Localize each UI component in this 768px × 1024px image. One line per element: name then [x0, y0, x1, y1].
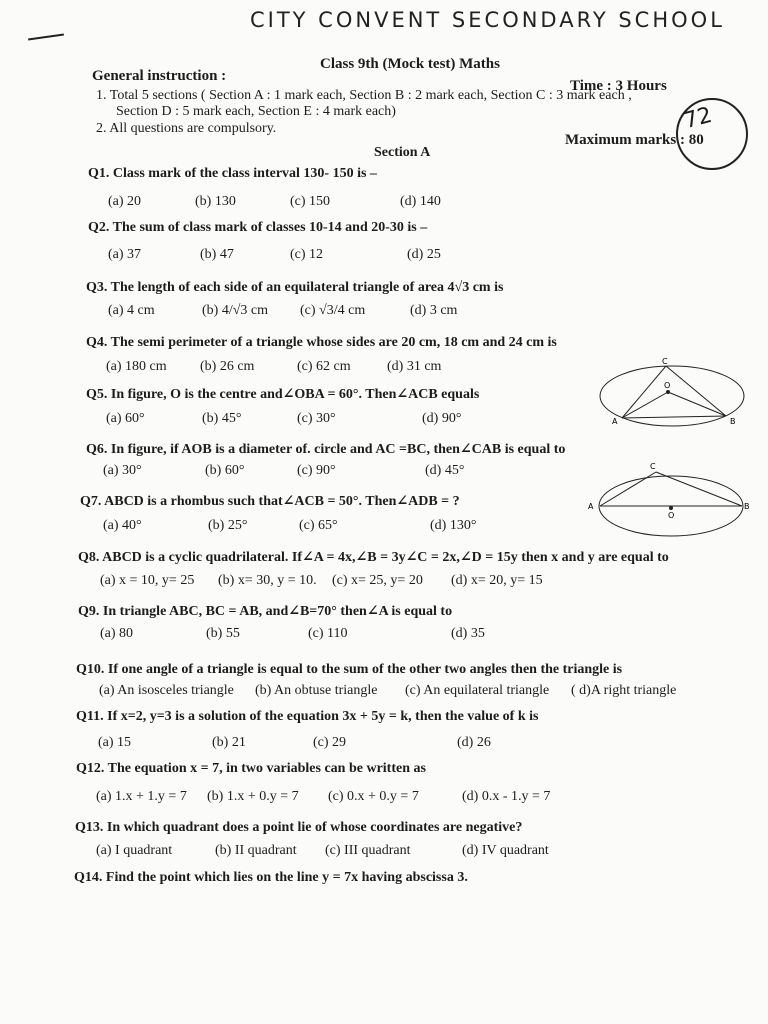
- instruction-2: 2. All questions are compulsory.: [96, 121, 277, 136]
- question-3-option-d: (d) 3 cm: [410, 303, 458, 318]
- question-12-option-b: (b) 1.x + 0.y = 7: [207, 789, 299, 804]
- question-1-option-d: (d) 140: [400, 194, 441, 209]
- question-10: Q10. If one angle of a triangle is equal to the sum of the other two angles then the triangle is: [76, 662, 623, 677]
- school-name: CITY CONVENT SECONDARY SCHOOL: [250, 8, 725, 32]
- question-4: Q4. The semi perimeter of a triangle whose sides are 20 cm, 18 cm and 24 cm is: [86, 335, 557, 350]
- question-11-option-d: (d) 26: [457, 735, 491, 750]
- question-12-option-d: (d) 0.x - 1.y = 7: [462, 789, 551, 804]
- question-13-option-c: (c) III quadrant: [325, 843, 411, 858]
- question-8: Q8. ABCD is a cyclic quadrilateral. If∠A = 4x,∠B = 3y∠C = 2x,∠D = 15y then x and y are equal to: [78, 550, 669, 565]
- question-5-option-c: (c) 30°: [297, 411, 336, 426]
- question-9-option-d: (d) 35: [451, 626, 485, 641]
- question-12: Q12. The equation x = 7, in two variables can be written as: [76, 761, 426, 776]
- label-c: C: [650, 462, 656, 471]
- question-7-option-c: (c) 65°: [299, 518, 338, 533]
- question-5: Q5. In figure, O is the centre and∠OBA = 60°. Then∠ACB equals: [86, 387, 480, 402]
- question-8-option-b: (b) x= 30, y = 10.: [218, 573, 317, 588]
- handwritten-score: 72: [681, 102, 715, 135]
- label-c: C: [662, 357, 668, 366]
- question-5-option-a: (a) 60°: [106, 411, 145, 426]
- question-10-option-b: (b) An obtuse triangle: [255, 683, 378, 698]
- question-7: Q7. ABCD is a rhombus such that∠ACB = 50°. Then∠ADB = ?: [80, 494, 460, 509]
- question-11: Q11. If x=2, y=3 is a solution of the equation 3x + 5y = k, then the value of k is: [76, 709, 539, 724]
- question-1: Q1. Class mark of the class interval 130- 150 is –: [88, 166, 377, 181]
- question-4-option-a: (a) 180 cm: [106, 359, 167, 374]
- question-13-option-a: (a) I quadrant: [96, 843, 173, 858]
- question-3: Q3. The length of each side of an equilateral triangle of area 4√3 cm is: [86, 280, 504, 295]
- question-6-option-d: (d) 45°: [425, 463, 465, 478]
- question-13-option-b: (b) II quadrant: [215, 843, 297, 858]
- question-5-option-b: (b) 45°: [202, 411, 242, 426]
- question-7-option-a: (a) 40°: [103, 518, 142, 533]
- question-9-option-c: (c) 110: [308, 626, 348, 641]
- question-1-option-b: (b) 130: [195, 194, 236, 209]
- question-2-option-c: (c) 12: [290, 247, 324, 262]
- general-instruction-heading: General instruction :: [92, 68, 227, 84]
- question-1-option-c: (c) 150: [290, 194, 331, 209]
- question-10-option-d: ( d)A right triangle: [571, 683, 677, 698]
- question-14: Q14. Find the point which lies on the line y = 7x having abscissa 3.: [74, 870, 468, 885]
- question-9: Q9. In triangle ABC, BC = AB, and∠B=70° then∠A is equal to: [78, 604, 453, 619]
- question-4-option-d: (d) 31 cm: [387, 359, 442, 374]
- section-heading: Section A: [374, 145, 431, 160]
- question-5-option-d: (d) 90°: [422, 411, 462, 426]
- question-10-option-a: (a) An isosceles triangle: [99, 683, 234, 698]
- question-11-option-c: (c) 29: [313, 735, 347, 750]
- question-4-option-c: (c) 62 cm: [297, 359, 351, 374]
- question-3-option-a: (a) 4 cm: [108, 303, 155, 318]
- label-o: O: [668, 511, 675, 520]
- instruction-1-continued: Section D : 5 mark each, Section E : 4 mark each): [116, 104, 396, 119]
- class-title: Class 9th (Mock test) Maths: [320, 56, 500, 72]
- question-1-option-a: (a) 20: [108, 194, 142, 209]
- question-2-option-a: (a) 37: [108, 247, 142, 262]
- time-allowed: Time : 3 Hours: [570, 78, 667, 94]
- question-13: Q13. In which quadrant does a point lie of whose coordinates are negative?: [75, 820, 523, 835]
- circle-figure-q5: [592, 356, 752, 432]
- question-7-option-b: (b) 25°: [208, 518, 248, 533]
- question-3-option-b: (b) 4/√3 cm: [202, 303, 269, 318]
- question-4-option-b: (b) 26 cm: [200, 359, 255, 374]
- question-9-option-b: (b) 55: [206, 626, 240, 641]
- question-11-option-b: (b) 21: [212, 735, 246, 750]
- question-13-option-d: (d) IV quadrant: [462, 843, 549, 858]
- question-3-option-c: (c) √3/4 cm: [300, 303, 366, 318]
- question-12-option-a: (a) 1.x + 1.y = 7: [96, 789, 187, 804]
- label-a: A: [612, 417, 618, 426]
- question-6-option-c: (c) 90°: [297, 463, 336, 478]
- question-6-option-b: (b) 60°: [205, 463, 245, 478]
- question-2-option-d: (d) 25: [407, 247, 441, 262]
- question-7-option-d: (d) 130°: [430, 518, 477, 533]
- label-b: B: [744, 502, 750, 511]
- question-9-option-a: (a) 80: [100, 626, 134, 641]
- question-8-option-c: (c) x= 25, y= 20: [332, 573, 423, 588]
- question-6: Q6. In figure, if AOB is a diameter of. circle and AC =BC, then∠CAB is equal to: [86, 442, 566, 457]
- question-2-option-b: (b) 47: [200, 247, 234, 262]
- label-o: O: [664, 381, 671, 390]
- question-8-option-a: (a) x = 10, y= 25: [100, 573, 195, 588]
- pen-mark: [28, 34, 64, 41]
- question-8-option-d: (d) x= 20, y= 15: [451, 573, 543, 588]
- question-2: Q2. The sum of class mark of classes 10-14 and 20-30 is –: [88, 220, 428, 235]
- question-10-option-c: (c) An equilateral triangle: [405, 683, 550, 698]
- question-12-option-c: (c) 0.x + 0.y = 7: [328, 789, 419, 804]
- maximum-marks: Maximum marks : 80: [565, 132, 704, 148]
- label-b: B: [730, 417, 736, 426]
- question-11-option-a: (a) 15: [98, 735, 132, 750]
- circle-figure-q6: [586, 460, 756, 540]
- question-6-option-a: (a) 30°: [103, 463, 142, 478]
- label-a: A: [588, 502, 594, 511]
- instruction-1: 1. Total 5 sections ( Section A : 1 mark each, Section B : 2 mark each, Section C : 3 mark each ,: [96, 88, 632, 103]
